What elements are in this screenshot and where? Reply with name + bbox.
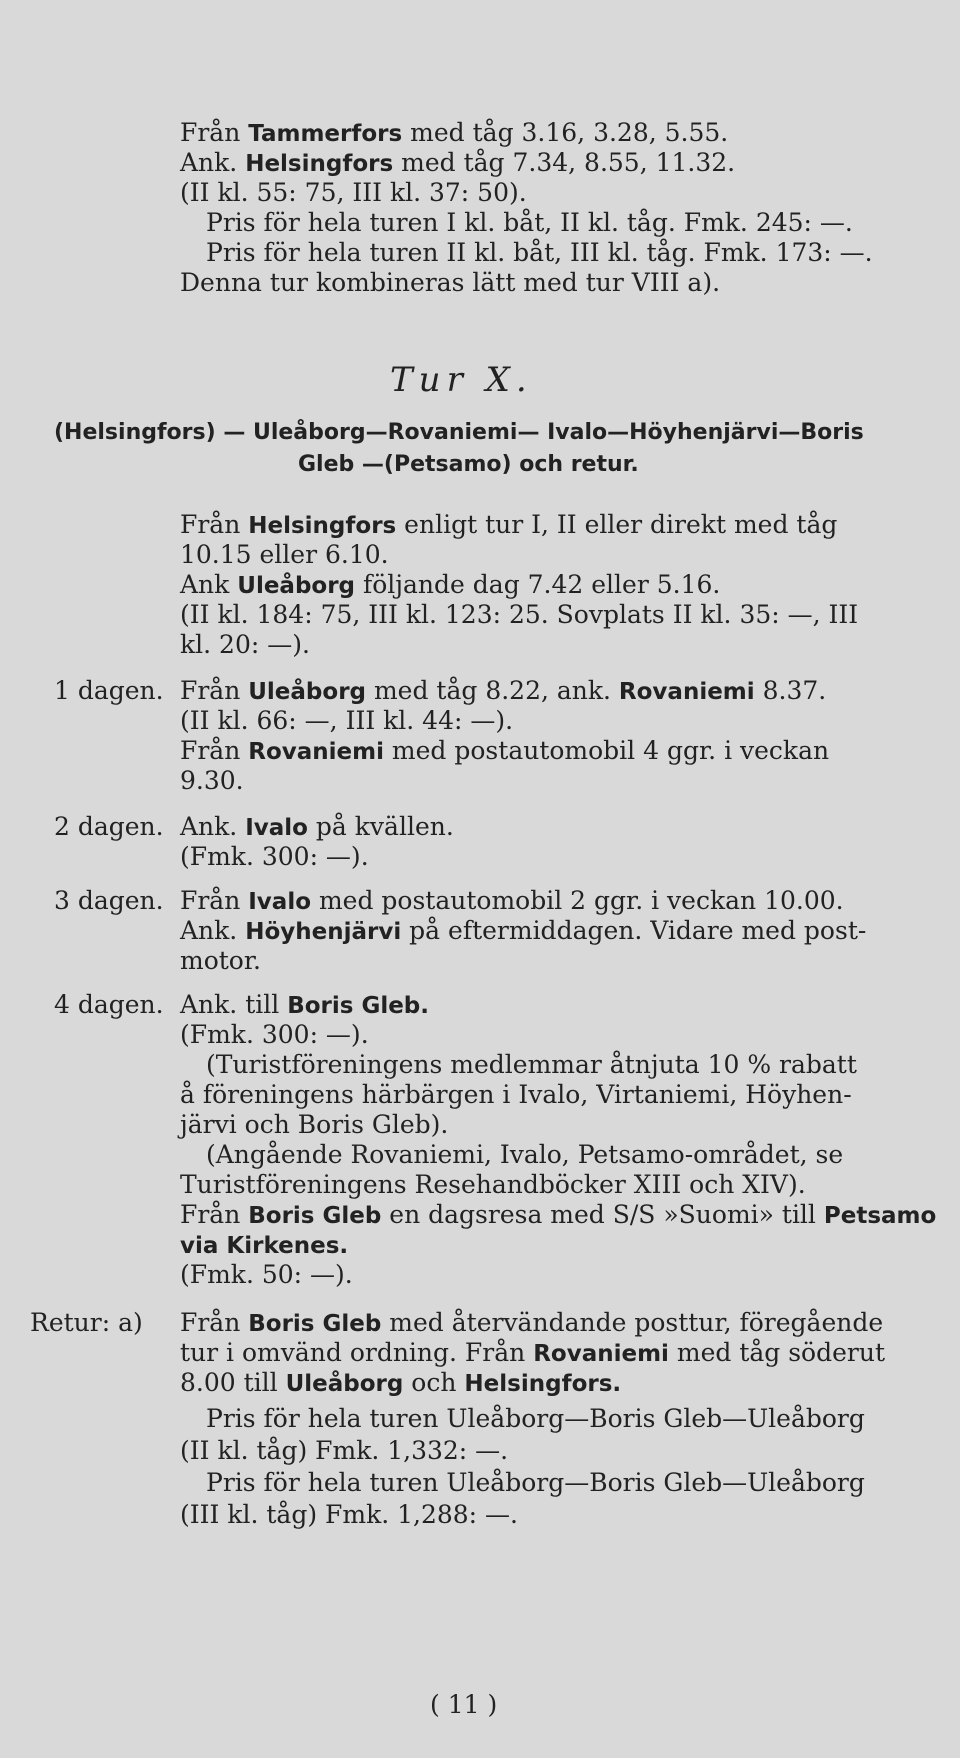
start-line-1: Från Helsingfors enligt tur I, II eller direkt med tåg xyxy=(180,510,838,539)
day-4-line-9: via Kirkenes. xyxy=(180,1233,349,1259)
day-4-line-8: Från Boris Gleb en dagsresa med S/S »Suomi» till Petsamo xyxy=(180,1200,937,1229)
retur-label: Retur: a) xyxy=(30,1308,143,1337)
day-2-label: 2 dagen. xyxy=(54,812,164,841)
day-4-line-2: (Fmk. 300: —). xyxy=(180,1020,369,1049)
page-number: ( 11 ) xyxy=(430,1690,498,1719)
retur-line-5: (II kl. tåg) Fmk. 1,332: —. xyxy=(180,1436,509,1465)
day-4-line-3: (Turistföreningens medlemmar åtnjuta 10 % rabatt xyxy=(206,1050,857,1079)
retur-line-6: Pris för hela turen Uleåborg—Boris Gleb—Uleåborg xyxy=(206,1468,865,1497)
retur-line-1: Från Boris Gleb med återvändande posttur, föregående xyxy=(180,1308,884,1337)
day-3-line-1: Från Ivalo med postautomobil 2 ggr. i veckan 10.00. xyxy=(180,886,844,915)
day-1-line-1: Från Uleåborg med tåg 8.22, ank. Rovaniemi 8.37. xyxy=(180,676,827,705)
day-4-line-5: järvi och Boris Gleb). xyxy=(180,1110,449,1139)
day-4-line-10: (Fmk. 50: —). xyxy=(180,1260,353,1289)
day-4-line-7: Turistföreningens Resehandböcker XIII och XIV). xyxy=(180,1170,806,1199)
start-line-3: Ank Uleåborg följande dag 7.42 eller 5.16. xyxy=(180,570,721,599)
intro-line-4: Pris för hela turen I kl. båt, II kl. tåg. Fmk. 245: —. xyxy=(206,208,853,237)
day-4-line-1: Ank. till Boris Gleb. xyxy=(180,990,430,1019)
day-1-line-2: (II kl. 66: —, III kl. 44: —). xyxy=(180,706,514,735)
day-3-line-3: motor. xyxy=(180,946,262,975)
route-heading-line-2: Gleb —(Petsamo) och retur. xyxy=(298,452,639,477)
tour-title: Tur X. xyxy=(390,360,533,400)
route-heading-line-1: (Helsingfors) — Uleåborg—Rovaniemi— Ivalo—Höyhenjärvi—Boris xyxy=(54,420,864,445)
day-4-line-4: å föreningens härbärgen i Ivalo, Virtaniemi, Höyhen- xyxy=(180,1080,852,1109)
start-line-5: kl. 20: —). xyxy=(180,630,310,659)
intro-line-6: Denna tur kombineras lätt med tur VIII a). xyxy=(180,268,721,297)
retur-line-2: tur i omvänd ordning. Från Rovaniemi med tåg söderut xyxy=(180,1338,885,1367)
retur-line-3: 8.00 till Uleåborg och Helsingfors. xyxy=(180,1368,622,1397)
day-1-line-4: 9.30. xyxy=(180,766,244,795)
day-4-label: 4 dagen. xyxy=(54,990,164,1019)
intro-line-5: Pris för hela turen II kl. båt, III kl. tåg. Fmk. 173: —. xyxy=(206,238,873,267)
day-2-line-1: Ank. Ivalo på kvällen. xyxy=(180,812,454,841)
day-1-line-3: Från Rovaniemi med postautomobil 4 ggr. i veckan xyxy=(180,736,830,765)
day-3-line-2: Ank. Höyhenjärvi på eftermiddagen. Vidare med post- xyxy=(180,916,867,945)
day-4-line-6: (Angående Rovaniemi, Ivalo, Petsamo-området, se xyxy=(206,1140,844,1169)
start-line-4: (II kl. 184: 75, III kl. 123: 25. Sovplats II kl. 35: —, III xyxy=(180,600,859,629)
day-1-label: 1 dagen. xyxy=(54,676,164,705)
retur-line-7: (III kl. tåg) Fmk. 1,288: —. xyxy=(180,1500,519,1529)
intro-line-3: (II kl. 55: 75, III kl. 37: 50). xyxy=(180,178,527,207)
intro-line-2: Ank. Helsingfors med tåg 7.34, 8.55, 11.32. xyxy=(180,148,736,177)
day-2-line-2: (Fmk. 300: —). xyxy=(180,842,369,871)
retur-line-4: Pris för hela turen Uleåborg—Boris Gleb—Uleåborg xyxy=(206,1404,865,1433)
start-line-2: 10.15 eller 6.10. xyxy=(180,540,389,569)
day-3-label: 3 dagen. xyxy=(54,886,164,915)
intro-line-1: Från Tammerfors med tåg 3.16, 3.28, 5.55. xyxy=(180,118,729,147)
